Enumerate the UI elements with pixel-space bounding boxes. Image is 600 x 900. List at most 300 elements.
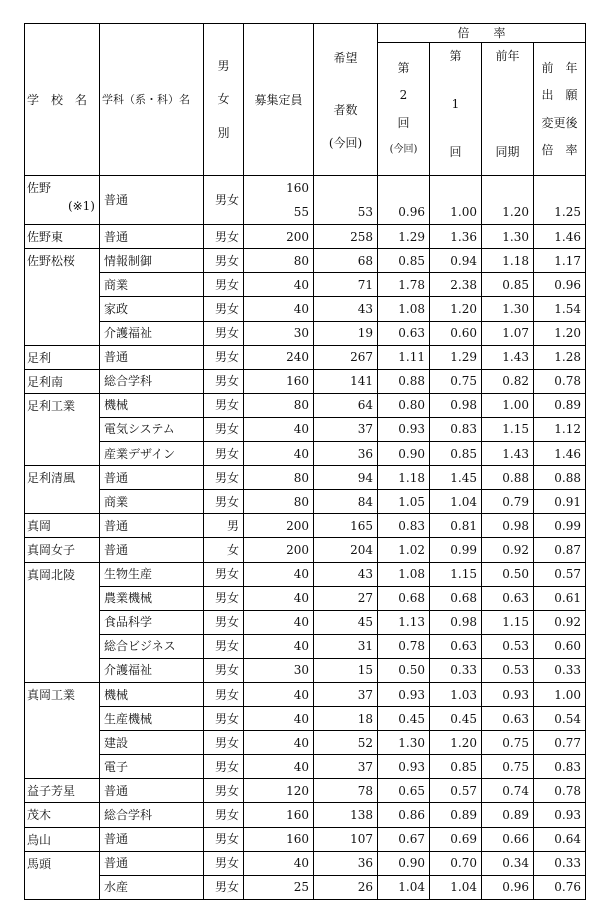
course-name: 商業	[100, 490, 204, 514]
course-name: 家政	[100, 297, 204, 321]
table-row	[25, 417, 586, 441]
quota: 40	[244, 417, 314, 441]
table-row	[25, 755, 586, 779]
second: 1.11	[378, 345, 430, 369]
table-row	[25, 369, 586, 393]
gender: 男女	[204, 273, 244, 297]
applicants: 27	[314, 586, 378, 610]
quota: 80	[244, 249, 314, 273]
prev-final: 0.91	[534, 490, 586, 514]
prev: 0.88	[482, 466, 534, 490]
first: 0.98	[430, 610, 482, 634]
second: 0.78	[378, 634, 430, 658]
gender: 男女	[204, 827, 244, 851]
school-name-text: 佐野	[27, 181, 52, 195]
quota: 160	[244, 803, 314, 827]
quota: 40	[244, 731, 314, 755]
course-name: 普通	[100, 466, 204, 490]
prev-final: 1.25	[534, 176, 586, 225]
prev: 1.30	[482, 297, 534, 321]
course-name: 建設	[100, 731, 204, 755]
applicants: 37	[314, 755, 378, 779]
school-name-text: 佐野東	[27, 230, 64, 245]
quota: 160	[244, 827, 314, 851]
gender: 男女	[204, 731, 244, 755]
gender: 男女	[204, 249, 244, 273]
gender: 男女	[204, 442, 244, 466]
course-name: 普通	[100, 851, 204, 875]
header-prev-final: 前 年 出 願 変更後 倍 率	[534, 43, 586, 176]
prev: 1.18	[482, 249, 534, 273]
applicants: 19	[314, 321, 378, 345]
first: 0.45	[430, 707, 482, 731]
table-row	[25, 393, 586, 417]
second: 1.05	[378, 490, 430, 514]
header-prev: 前年 同期	[482, 43, 534, 176]
gender: 男女	[204, 586, 244, 610]
header-first: 第 1 回	[430, 43, 482, 176]
quota: 200	[244, 514, 314, 538]
course-name: 普通	[100, 345, 204, 369]
prev: 0.34	[482, 851, 534, 875]
quota: 30	[244, 658, 314, 682]
course-name: 総合学科	[100, 803, 204, 827]
course-name: 電子	[100, 755, 204, 779]
first: 1.04	[430, 875, 482, 899]
gender: 男女	[204, 803, 244, 827]
first: 0.85	[430, 442, 482, 466]
second: 0.90	[378, 851, 430, 875]
first: 0.94	[430, 249, 482, 273]
second: 0.93	[378, 755, 430, 779]
school-name	[25, 176, 100, 225]
second: 0.80	[378, 393, 430, 417]
prev-final: 0.33	[534, 658, 586, 682]
gender: 男女	[204, 875, 244, 899]
quota: 40	[244, 634, 314, 658]
prev: 1.30	[482, 225, 534, 249]
header-school: 学 校 名	[25, 24, 100, 176]
gender: 男女	[204, 345, 244, 369]
first: 0.69	[430, 827, 482, 851]
school-name	[25, 851, 100, 899]
school-name-text: 足利南	[27, 374, 64, 389]
second: 0.90	[378, 442, 430, 466]
gender: 男女	[204, 610, 244, 634]
applicants: 31	[314, 634, 378, 658]
applicants: 267	[314, 345, 378, 369]
school-name-text: 茂木	[27, 808, 52, 823]
applicants: 52	[314, 731, 378, 755]
applicants: 18	[314, 707, 378, 731]
prev-final: 0.57	[534, 562, 586, 586]
quota: 40	[244, 562, 314, 586]
prev-final: 0.93	[534, 803, 586, 827]
table-row	[25, 345, 586, 369]
admission-ratio-table	[24, 23, 586, 900]
second: 0.63	[378, 321, 430, 345]
table-row	[25, 176, 586, 225]
table-row	[25, 466, 586, 490]
applicants: 71	[314, 273, 378, 297]
prev: 0.96	[482, 875, 534, 899]
school-note: (※1)	[67, 199, 95, 213]
school-name-text: 烏山	[27, 832, 52, 847]
school-name	[25, 225, 100, 249]
prev-final: 1.12	[534, 417, 586, 441]
prev-final: 0.61	[534, 586, 586, 610]
first: 1.20	[430, 731, 482, 755]
prev-final: 0.92	[534, 610, 586, 634]
applicants: 94	[314, 466, 378, 490]
prev: 1.15	[482, 610, 534, 634]
school-name-text: 真岡北陵	[27, 567, 76, 582]
quota: 80	[244, 393, 314, 417]
gender: 男女	[204, 417, 244, 441]
gender: 男女	[204, 176, 244, 225]
applicants: 45	[314, 610, 378, 634]
applicants: 26	[314, 875, 378, 899]
prev: 0.63	[482, 707, 534, 731]
course-name: 水産	[100, 875, 204, 899]
applicants: 43	[314, 297, 378, 321]
quota: 240	[244, 345, 314, 369]
second: 0.50	[378, 658, 430, 682]
table-row	[25, 562, 586, 586]
first: 0.85	[430, 755, 482, 779]
table-row	[25, 803, 586, 827]
table-row	[25, 731, 586, 755]
prev: 0.75	[482, 755, 534, 779]
table-row	[25, 658, 586, 682]
second: 0.86	[378, 803, 430, 827]
applicants: 78	[314, 779, 378, 803]
course-name: 普通	[100, 827, 204, 851]
prev: 0.93	[482, 682, 534, 706]
course-name: 総合学科	[100, 369, 204, 393]
prev: 0.92	[482, 538, 534, 562]
quota: 40	[244, 682, 314, 706]
school-name	[25, 682, 100, 778]
second: 1.30	[378, 731, 430, 755]
header-course: 学科（系・科）名	[100, 24, 204, 176]
applicants: 43	[314, 562, 378, 586]
quota: 120	[244, 779, 314, 803]
prev: 0.53	[482, 658, 534, 682]
prev-final: 0.33	[534, 851, 586, 875]
applicants: 36	[314, 442, 378, 466]
school-name	[25, 249, 100, 345]
applicants: 15	[314, 658, 378, 682]
second: 0.68	[378, 586, 430, 610]
prev: 0.89	[482, 803, 534, 827]
gender: 女	[204, 538, 244, 562]
table-row	[25, 610, 586, 634]
applicants: 53	[314, 176, 378, 225]
header-second: 第 2 回 (今回)	[378, 43, 430, 176]
prev-final: 0.64	[534, 827, 586, 851]
first: 0.57	[430, 779, 482, 803]
quota-value: 160	[286, 181, 309, 195]
quota: 80	[244, 490, 314, 514]
prev-final: 0.87	[534, 538, 586, 562]
applicants: 107	[314, 827, 378, 851]
quota: 40	[244, 707, 314, 731]
quota: 40	[244, 273, 314, 297]
course-name: 食品科学	[100, 610, 204, 634]
quota: 40	[244, 586, 314, 610]
applicants: 204	[314, 538, 378, 562]
quota: 30	[244, 321, 314, 345]
prev: 1.15	[482, 417, 534, 441]
prev-final: 0.83	[534, 755, 586, 779]
applicants: 141	[314, 369, 378, 393]
gender: 男女	[204, 682, 244, 706]
table-row	[25, 514, 586, 538]
first: 0.99	[430, 538, 482, 562]
school-name-text: 真岡工業	[27, 687, 76, 702]
quota: 40	[244, 755, 314, 779]
quota: 200	[244, 538, 314, 562]
school-name-text: 馬頭	[27, 856, 52, 871]
prev: 0.63	[482, 586, 534, 610]
gender: 男女	[204, 851, 244, 875]
applicants: 258	[314, 225, 378, 249]
second: 1.04	[378, 875, 430, 899]
quota: 80	[244, 466, 314, 490]
gender: 男女	[204, 755, 244, 779]
prev: 0.50	[482, 562, 534, 586]
school-name	[25, 803, 100, 827]
prev-final: 1.54	[534, 297, 586, 321]
prev: 0.53	[482, 634, 534, 658]
applicants: 37	[314, 417, 378, 441]
table-row	[25, 321, 586, 345]
prev: 0.66	[482, 827, 534, 851]
quota: 40	[244, 610, 314, 634]
first: 2.38	[430, 273, 482, 297]
school-name-text: 足利	[27, 350, 52, 365]
first: 0.70	[430, 851, 482, 875]
second: 0.96	[378, 176, 430, 225]
gender: 男女	[204, 297, 244, 321]
school-name-text: 益子芳星	[27, 784, 76, 799]
prev: 0.74	[482, 779, 534, 803]
prev: 0.98	[482, 514, 534, 538]
course-name: 普通	[100, 514, 204, 538]
quota-value: 55	[293, 205, 309, 220]
prev-final: 1.17	[534, 249, 586, 273]
gender: 男女	[204, 393, 244, 417]
first: 1.45	[430, 466, 482, 490]
school-name	[25, 393, 100, 465]
first: 0.33	[430, 658, 482, 682]
applicants: 64	[314, 393, 378, 417]
course-name: 普通	[100, 176, 204, 225]
first: 1.29	[430, 345, 482, 369]
quota: 40	[244, 297, 314, 321]
gender: 男女	[204, 225, 244, 249]
table-row	[25, 682, 586, 706]
course-name: 産業デザイン	[100, 442, 204, 466]
gender: 男女	[204, 779, 244, 803]
school-name	[25, 466, 100, 514]
table-row	[25, 827, 586, 851]
prev-final: 1.28	[534, 345, 586, 369]
second: 1.02	[378, 538, 430, 562]
table-row	[25, 297, 586, 321]
second: 1.29	[378, 225, 430, 249]
prev: 1.43	[482, 442, 534, 466]
quota: 40	[244, 851, 314, 875]
gender: 男女	[204, 707, 244, 731]
school-name	[25, 827, 100, 851]
table-row	[25, 851, 586, 875]
prev-final: 0.89	[534, 393, 586, 417]
second: 0.67	[378, 827, 430, 851]
prev-final: 0.78	[534, 779, 586, 803]
prev: 1.20	[482, 176, 534, 225]
course-name: 機械	[100, 393, 204, 417]
second: 0.65	[378, 779, 430, 803]
prev-final: 0.96	[534, 273, 586, 297]
table-row	[25, 538, 586, 562]
school-name-text: 真岡女子	[27, 543, 76, 558]
table-row	[25, 707, 586, 731]
second: 0.83	[378, 514, 430, 538]
first: 1.03	[430, 682, 482, 706]
course-name: 情報制御	[100, 249, 204, 273]
school-name	[25, 538, 100, 562]
header-applicants: 希望 者数 (今回)	[314, 24, 378, 176]
gender: 男女	[204, 634, 244, 658]
prev: 0.85	[482, 273, 534, 297]
prev: 0.75	[482, 731, 534, 755]
applicants: 138	[314, 803, 378, 827]
second: 0.93	[378, 682, 430, 706]
second: 0.85	[378, 249, 430, 273]
table-row	[25, 634, 586, 658]
second: 1.78	[378, 273, 430, 297]
prev-final: 0.76	[534, 875, 586, 899]
quota	[244, 176, 314, 225]
gender: 男女	[204, 369, 244, 393]
applicants: 68	[314, 249, 378, 273]
first: 1.15	[430, 562, 482, 586]
first: 1.00	[430, 176, 482, 225]
course-name: 農業機械	[100, 586, 204, 610]
prev-final: 1.46	[534, 442, 586, 466]
course-name: 生物生産	[100, 562, 204, 586]
prev: 0.79	[482, 490, 534, 514]
prev: 0.82	[482, 369, 534, 393]
first: 0.98	[430, 393, 482, 417]
table-row	[25, 225, 586, 249]
prev: 1.43	[482, 345, 534, 369]
quota: 25	[244, 875, 314, 899]
second: 1.13	[378, 610, 430, 634]
first: 0.83	[430, 417, 482, 441]
school-name-text: 足利工業	[27, 398, 76, 413]
prev-final: 0.99	[534, 514, 586, 538]
course-name: 生産機械	[100, 707, 204, 731]
school-name-text: 真岡	[27, 519, 52, 534]
admission-ratio-table-sheet	[24, 23, 585, 895]
gender: 男女	[204, 658, 244, 682]
first: 0.60	[430, 321, 482, 345]
first: 1.04	[430, 490, 482, 514]
course-name: 普通	[100, 779, 204, 803]
prev-final: 1.20	[534, 321, 586, 345]
second: 0.45	[378, 707, 430, 731]
prev-final: 0.78	[534, 369, 586, 393]
header-ratio: 倍 率	[378, 24, 586, 43]
applicants: 84	[314, 490, 378, 514]
school-name-text: 佐野松桜	[27, 254, 76, 269]
table-row	[25, 779, 586, 803]
header-quota: 募集定員	[244, 24, 314, 176]
quota: 200	[244, 225, 314, 249]
school-name	[25, 779, 100, 803]
table-row	[25, 442, 586, 466]
first: 1.20	[430, 297, 482, 321]
second: 0.93	[378, 417, 430, 441]
table-row	[25, 273, 586, 297]
prev-final: 0.60	[534, 634, 586, 658]
table-row	[25, 249, 586, 273]
course-name: 普通	[100, 538, 204, 562]
prev-final: 0.54	[534, 707, 586, 731]
gender: 男女	[204, 490, 244, 514]
school-name	[25, 369, 100, 393]
course-name: 電気システム	[100, 417, 204, 441]
course-name: 普通	[100, 225, 204, 249]
course-name: 機械	[100, 682, 204, 706]
prev-final: 0.88	[534, 466, 586, 490]
applicants: 36	[314, 851, 378, 875]
applicants: 37	[314, 682, 378, 706]
first: 0.81	[430, 514, 482, 538]
course-name: 総合ビジネス	[100, 634, 204, 658]
course-name: 介護福祉	[100, 658, 204, 682]
prev-final: 1.46	[534, 225, 586, 249]
table-row	[25, 586, 586, 610]
school-name	[25, 514, 100, 538]
gender: 男女	[204, 466, 244, 490]
second: 1.08	[378, 297, 430, 321]
first: 0.68	[430, 586, 482, 610]
quota: 40	[244, 442, 314, 466]
quota: 160	[244, 369, 314, 393]
gender: 男女	[204, 321, 244, 345]
gender: 男	[204, 514, 244, 538]
first: 0.89	[430, 803, 482, 827]
first: 0.63	[430, 634, 482, 658]
prev: 1.07	[482, 321, 534, 345]
header-gender: 男 女 別	[204, 24, 244, 176]
prev-final: 1.00	[534, 682, 586, 706]
school-name-text: 足利清風	[27, 471, 76, 486]
applicants: 165	[314, 514, 378, 538]
school-name	[25, 345, 100, 369]
second: 1.08	[378, 562, 430, 586]
first: 1.36	[430, 225, 482, 249]
gender: 男女	[204, 562, 244, 586]
table-row	[25, 490, 586, 514]
prev-final: 0.77	[534, 731, 586, 755]
prev: 1.00	[482, 393, 534, 417]
school-name	[25, 562, 100, 682]
